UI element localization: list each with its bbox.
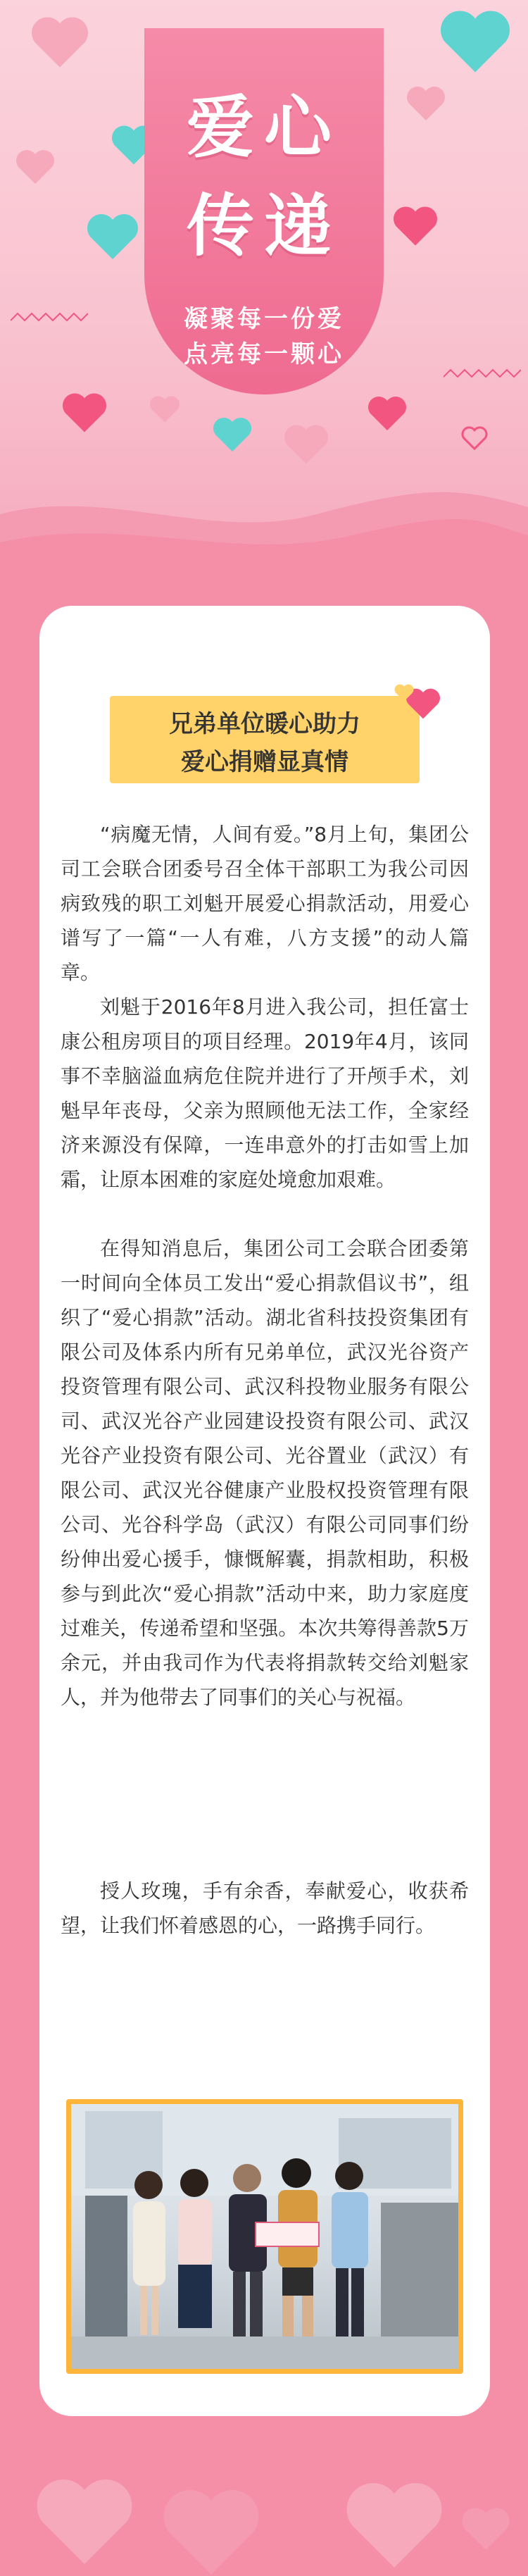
photo-frame <box>66 2099 463 2374</box>
heart-icon <box>461 426 488 450</box>
heart-icon <box>282 423 331 466</box>
group-photo-illustration <box>71 2104 458 2369</box>
article-paragraph: 在得知消息后，集团公司工会联合团委第一时间向全体员工发出“爱心捐款倡议书”，组织了“爱心捐款”活动。湖北省科技投资集团有限公司及体系内所有兄弟单位，武汉光谷资产投资管理有限公司、武汉科投物业服务有限公司、武汉光谷产业园建设投资有限公司、武汉光谷产业投资有限公司、光谷置业（武汉）有限公司、武汉光谷健康产业股权投资管理有限公司、光谷科学岛（武汉）有限公司同事们纷纷伸出爱心援手，慷慨解囊，捐款相助，积极参与到此次“爱心捐款”活动中来，助力家庭度过难关，传递希望和坚强。本次共筹得善款5万余元，并由我司作为代表将捐款转交给刘魁家人，并为他带去了同事们的关心与祝福。 <box>61 1237 469 1709</box>
article-card <box>39 606 490 2416</box>
headline-box <box>110 696 420 783</box>
article-paragraph: “病魔无情，人间有爱。”8月上旬，集团公司工会联合团委号召全体干部职工为我公司因病致残的职工刘魁开展爱心捐款活动，用爱心谱写了一篇“一人有难，八方支援”的动人篇章。 <box>61 823 469 984</box>
heart-icon <box>394 683 415 702</box>
article-paragraph: 授人玫瑰，手有余香，奉献爱心，收获希望，让我们怀着感恩的心，一路携手同行。 <box>61 1879 469 1937</box>
heart-icon <box>148 394 182 424</box>
article-paragraph: 刘魁于2016年8月进入我公司，担任富士康公租房项目的项目经理。2019年4月，该同事不幸脑溢血病危住院并进行了开颅手术，刘魁早年丧母，父亲为照顾他无法工作，全家经济来源没有保障，一连串意外的打击如雪上加霜，让原本困难的家庭处境愈加艰难。 <box>61 995 469 1191</box>
bottom-heart-decoration <box>0 2423 528 2576</box>
heart-icon <box>28 14 92 70</box>
heart-icon <box>60 391 109 435</box>
headline-line2: 爱心捐赠显真情 <box>181 748 348 776</box>
heart-icon <box>211 416 253 454</box>
heart-icon <box>436 7 514 76</box>
donation-photo <box>71 2104 458 2369</box>
headline-line1: 兄弟单位暖心助力 <box>169 710 360 738</box>
hero-subtitle-line2: 点亮每一颗心 <box>184 340 344 368</box>
hero-subtitle-line1: 凝聚每一份爱 <box>184 305 344 333</box>
hero-banner <box>0 0 528 535</box>
wave-divider <box>0 486 528 585</box>
heart-icon <box>366 394 408 433</box>
hero-title-line1: 爱心 <box>187 88 341 167</box>
hero-title-line2: 传递 <box>187 187 341 266</box>
